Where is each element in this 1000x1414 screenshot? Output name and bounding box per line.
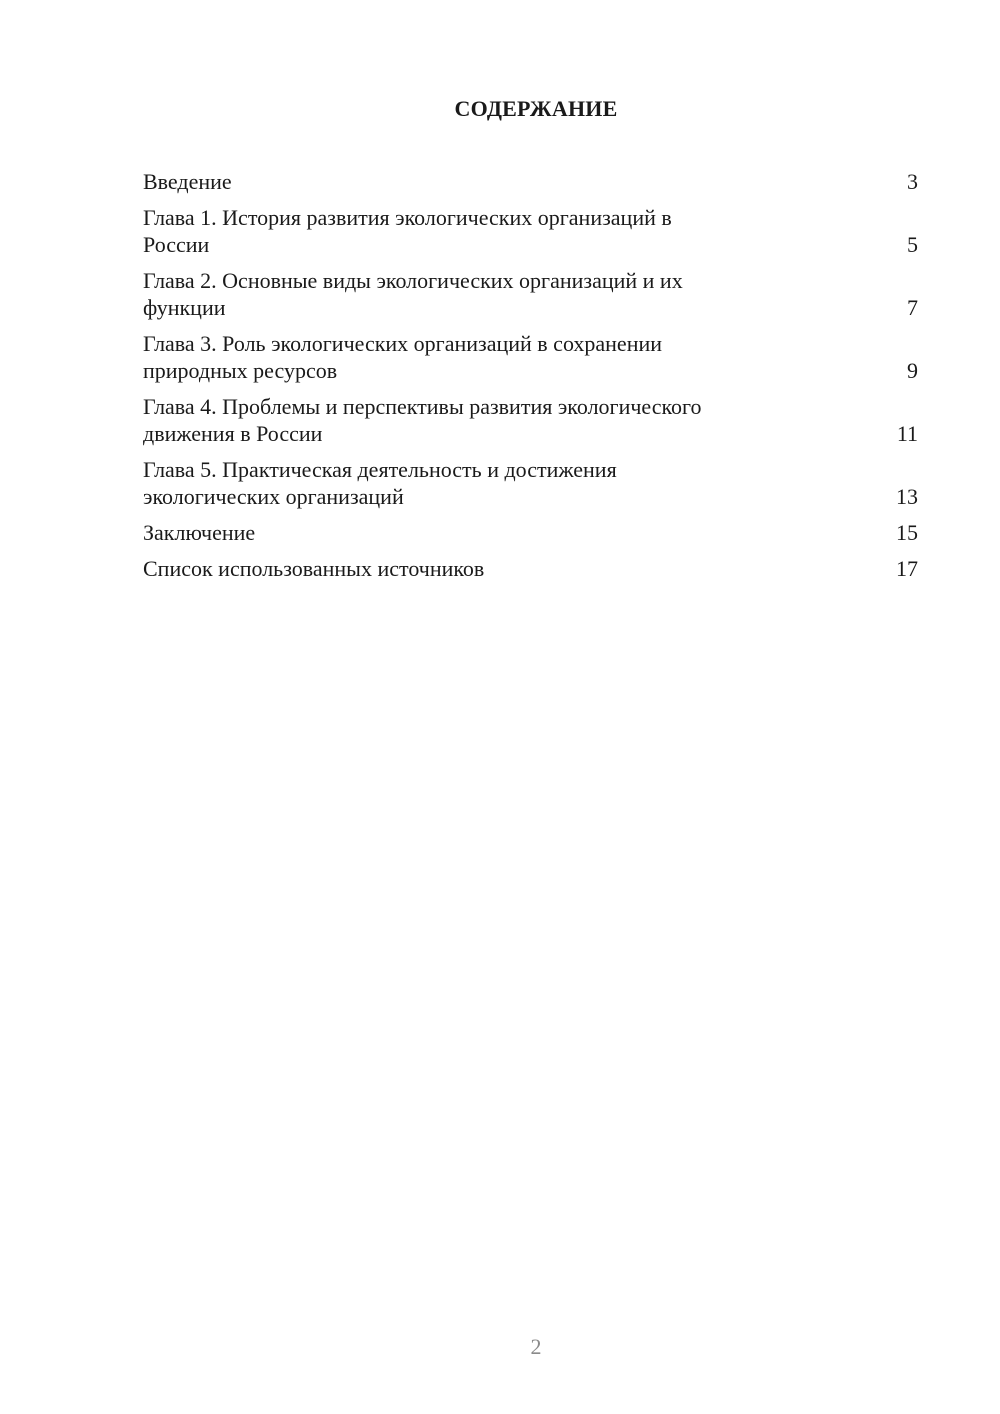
toc-entry-chapter-3 [143,330,918,384]
toc-entry-label: Глава 4. Проблемы и перспективы развития экологического движения в России [143,394,702,446]
toc-entry-page: 3 [907,169,918,194]
toc-entry-page: 11 [896,421,918,446]
toc-entry-page: 9 [907,358,918,383]
toc-entry-label: Глава 2. Основные виды экологических организаций и их функции [143,268,683,320]
toc-entry-label: Глава 3. Роль экологических организаций в сохранении природных ресурсов [143,331,663,383]
toc-entry-introduction [143,168,918,195]
toc-entry-chapter-5 [143,456,918,510]
toc-entry-conclusion [143,519,918,546]
toc-entry-label: Глава 1. История развития экологических организаций в России [143,205,672,257]
toc-entry-label: Заключение [143,520,256,545]
toc-entry-label: Список использованных источников [143,556,485,581]
page-title: СОДЕРЖАНИЕ [454,96,618,121]
toc-entry-page: 7 [907,295,918,320]
toc-entry-label: Введение [143,169,232,194]
toc-entry-chapter-4 [143,393,918,447]
toc-entry-page: 13 [896,484,918,509]
toc-entry-page: 17 [896,556,918,581]
toc-entry-references [143,555,918,582]
toc-entry-chapter-2 [143,267,918,321]
toc-entry-page: 5 [907,232,918,257]
page-number: 2 [530,1334,542,1359]
toc-entry-chapter-1 [143,204,918,258]
table-of-contents [143,168,918,591]
toc-entry-page: 15 [896,520,918,545]
toc-entry-label: Глава 5. Практическая деятельность и достижения экологических организаций [143,457,617,509]
